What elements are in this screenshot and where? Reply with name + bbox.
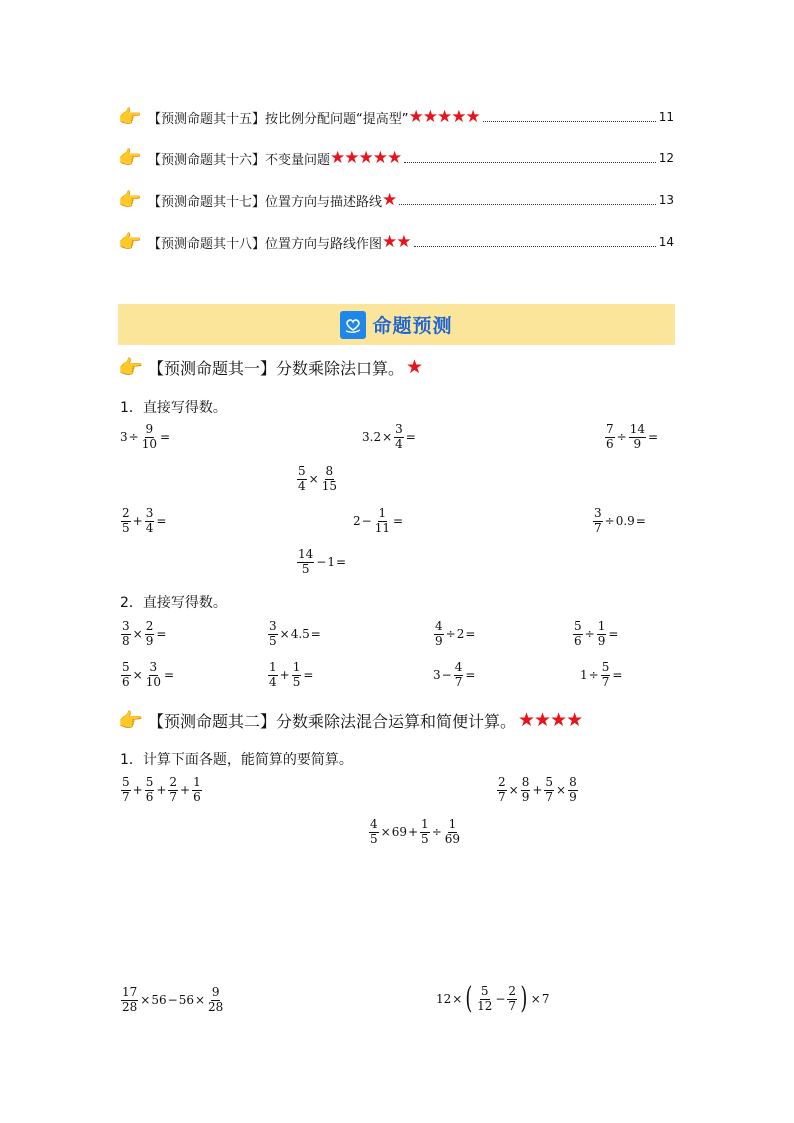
math-expression: $\frac{7}{6}$ ÷ $\frac{14}{9}$ = bbox=[606, 422, 659, 451]
section-heading-1 bbox=[118, 354, 422, 380]
toc-title: 【预测命题其十六】不变量问题 bbox=[148, 152, 331, 168]
math-expression: 3 ÷ $\frac{9}{10}$ = bbox=[120, 422, 171, 451]
math-expression: 3 − $\frac{4}{7}$ = bbox=[433, 660, 476, 689]
math-expression: $\frac{3}{8}$ × $\frac{2}{9}$ = bbox=[122, 619, 167, 648]
pointing-hand-icon: 👉 bbox=[118, 708, 143, 732]
difficulty-stars: ★★★★★ bbox=[330, 147, 402, 168]
question-label: 1．直接写得数。 bbox=[120, 400, 227, 416]
toc-leader-dots bbox=[404, 162, 656, 163]
math-expression: 2 − $\frac{1}{11}$ = bbox=[353, 506, 404, 535]
math-expression: 12 × ( $\frac{5}{12}$ − $\frac{2}{7}$ ) × 7 bbox=[436, 981, 550, 1016]
pointing-hand-icon: 👉 bbox=[118, 146, 142, 169]
math-expression: 1 ÷ $\frac{5}{7}$ = bbox=[580, 660, 623, 689]
toc-page-number: 11 bbox=[658, 110, 674, 124]
math-expression: $\frac{5}{6}$ × $\frac{3}{10}$ = bbox=[122, 660, 175, 689]
section-title: 【预测命题其二】分数乘除法混合运算和简便计算。 bbox=[148, 711, 517, 731]
math-expression: $\frac{5}{4}$ × $\frac{8}{15}$ bbox=[298, 464, 337, 493]
toc-title: 【预测命题其十八】位置方向与路线作图 bbox=[148, 236, 383, 252]
difficulty-stars: ★ bbox=[406, 355, 423, 378]
toc-page-number: 13 bbox=[658, 193, 674, 207]
math-expression: $\frac{1}{4}$ + $\frac{1}{5}$ = bbox=[269, 660, 314, 689]
question-label: 2．直接写得数。 bbox=[120, 595, 227, 611]
pointing-hand-icon: 👉 bbox=[118, 105, 142, 128]
math-expression: $\frac{2}{5}$ + $\frac{3}{4}$ = bbox=[122, 506, 167, 535]
toc-leader-dots bbox=[399, 204, 655, 205]
heart-hand-icon bbox=[340, 311, 366, 339]
pointing-hand-icon: 👉 bbox=[118, 230, 142, 253]
math-expression: 3.2 × $\frac{3}{4}$ = bbox=[362, 422, 416, 451]
difficulty-stars: ★ bbox=[382, 189, 397, 210]
math-expression: $\frac{2}{7}$ × $\frac{8}{9}$ + $\frac{5}{7}$ × $\frac{8}{9}$ bbox=[498, 775, 577, 804]
difficulty-stars: ★★ bbox=[382, 231, 411, 252]
toc-page-number: 12 bbox=[658, 151, 674, 165]
section-title: 【预测命题其一】分数乘除法口算。 bbox=[148, 358, 405, 378]
toc-title: 【预测命题其十七】位置方向与描述路线 bbox=[148, 194, 383, 210]
toc-row-17[interactable] bbox=[118, 188, 674, 212]
math-expression: $\frac{3}{7}$ ÷ 0.9 = bbox=[594, 506, 646, 535]
math-expression: $\frac{14}{5}$ − 1 = bbox=[298, 547, 347, 576]
pointing-hand-icon: 👉 bbox=[118, 188, 142, 211]
pointing-hand-icon: 👉 bbox=[118, 355, 143, 379]
math-expression: $\frac{5}{6}$ ÷ $\frac{1}{9}$ = bbox=[574, 619, 619, 648]
toc-page-number: 14 bbox=[658, 235, 674, 249]
math-expression: $\frac{4}{9}$ ÷ 2 = bbox=[435, 619, 476, 648]
banner-title: 命题预测 bbox=[372, 315, 453, 337]
toc-leader-dots bbox=[414, 246, 656, 247]
section-banner bbox=[118, 304, 675, 345]
toc-title: 【预测命题其十五】按比例分配问题“提高型” bbox=[148, 111, 409, 127]
toc-leader-dots bbox=[483, 121, 656, 122]
section-heading-2 bbox=[118, 707, 582, 733]
difficulty-stars: ★★★★★ bbox=[408, 106, 480, 127]
math-expression: $\frac{3}{5}$ × 4.5 = bbox=[269, 619, 321, 648]
difficulty-stars: ★★★★ bbox=[518, 708, 583, 731]
toc-row-16[interactable] bbox=[118, 146, 674, 170]
toc-row-15[interactable] bbox=[118, 105, 674, 129]
math-expression: $\frac{17}{28}$ × 56 − 56 × $\frac{9}{28}$ bbox=[122, 985, 224, 1014]
math-expression: $\frac{4}{5}$ × 69 + $\frac{1}{5}$ ÷ $\frac{1}{69}$ bbox=[370, 817, 461, 846]
toc-row-18[interactable] bbox=[118, 230, 674, 254]
question-label: 1．计算下面各题，能简算的要简算。 bbox=[120, 752, 353, 768]
math-expression: $\frac{5}{7}$ + $\frac{5}{6}$ + $\frac{2}{7}$ + $\frac{1}{6}$ bbox=[122, 775, 201, 804]
